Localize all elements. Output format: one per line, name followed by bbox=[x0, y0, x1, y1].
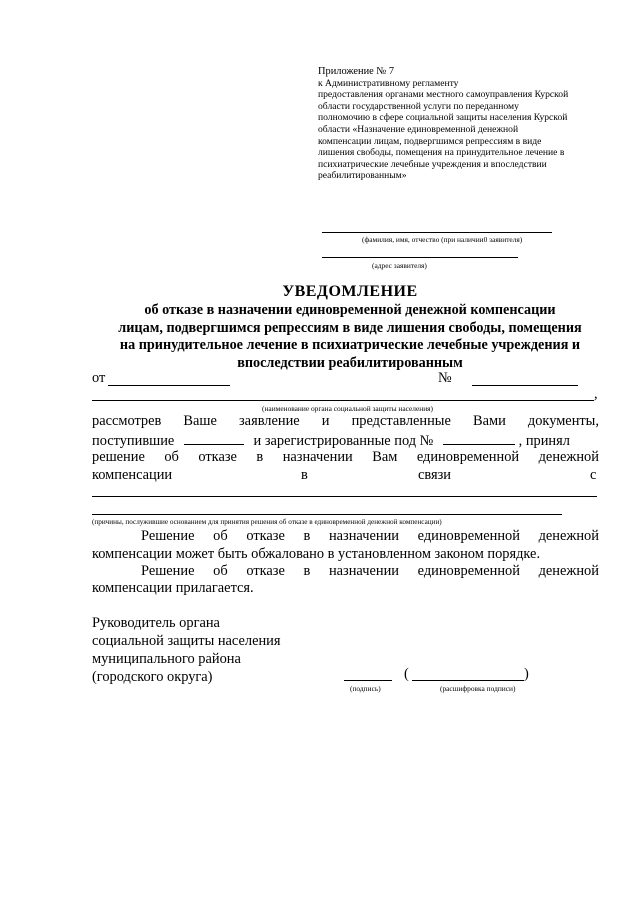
org-name-line[interactable] bbox=[92, 400, 594, 401]
annex-line: к Административному регламенту bbox=[318, 77, 459, 89]
word: Вами bbox=[472, 413, 506, 429]
word: заявление bbox=[239, 413, 300, 429]
annex-title: Приложение № 7 bbox=[318, 66, 395, 77]
signature-decoding-line[interactable] bbox=[412, 680, 524, 681]
signature-title-line: Руководитель органа bbox=[92, 615, 220, 631]
registration-number-field[interactable] bbox=[443, 431, 515, 445]
word: в bbox=[256, 449, 264, 465]
signature-title-line: (городского округа) bbox=[92, 669, 213, 685]
signature-title bbox=[92, 614, 280, 686]
notice-subtitle bbox=[90, 302, 610, 372]
date-field-line[interactable] bbox=[108, 385, 230, 386]
from-label: от bbox=[92, 370, 106, 386]
body-line-1 bbox=[92, 413, 599, 431]
word: в bbox=[303, 528, 311, 544]
word: отказе bbox=[246, 563, 285, 579]
annex-line: психиатрические лечебные учреждения и впоследствии bbox=[318, 158, 547, 170]
word: назначении bbox=[328, 563, 399, 579]
org-line-comma: , bbox=[594, 386, 598, 402]
word: рассмотрев bbox=[92, 413, 162, 429]
word: представленные bbox=[351, 413, 451, 429]
decoding-paren-open: ( bbox=[404, 666, 409, 682]
reasons-caption: (причины, послужившие основанием для принятия решения об отказе в единовременной денежной компенсации) bbox=[92, 518, 442, 526]
word: компенсации bbox=[92, 467, 173, 483]
received-date-field[interactable] bbox=[184, 431, 244, 445]
applicant-name-line[interactable] bbox=[322, 232, 552, 233]
word: единовременной bbox=[416, 449, 520, 465]
word: единовременной bbox=[417, 563, 520, 579]
word: решение bbox=[92, 449, 145, 465]
word: отказе bbox=[246, 528, 285, 544]
word: документы, bbox=[527, 413, 599, 429]
annex-line: области государственной услуги по переданному bbox=[318, 100, 519, 112]
word: назначении bbox=[282, 449, 353, 465]
annex-line: компенсации лицам, подвергшимся репрессиям в виде bbox=[318, 135, 542, 147]
signature-caption: (подпись) bbox=[350, 684, 381, 693]
word: назначении bbox=[328, 528, 399, 544]
annex-line: реабилитированным» bbox=[318, 170, 407, 182]
subtitle-line: впоследствии реабилитированным bbox=[237, 354, 463, 371]
applicant-address-line[interactable] bbox=[322, 257, 518, 258]
word: , принял bbox=[518, 433, 570, 449]
appeal-line-2: компенсации может быть обжаловано в установленном законом порядке. bbox=[92, 546, 541, 562]
applicant-address-caption: (адрес заявителя) bbox=[372, 261, 427, 270]
reasons-line-1[interactable] bbox=[92, 496, 597, 497]
appeal-line-1 bbox=[141, 528, 599, 546]
word: денежной bbox=[538, 528, 599, 544]
attach-line-2: компенсации прилагается. bbox=[92, 580, 254, 596]
org-caption: (наименование органа социальной защиты населения) bbox=[262, 404, 434, 413]
word: отказе bbox=[198, 449, 237, 465]
annex-line: лишения свободы, помещения на принудительное лечение в bbox=[318, 147, 565, 159]
applicant-name-caption: (фамилия, имя, отчество (при наличии0 заявителя) bbox=[362, 235, 523, 244]
annex-line: области «Назначение единовременной денежной bbox=[318, 123, 519, 135]
word: Решение bbox=[141, 563, 195, 579]
annex-line: полномочию в сфере социальной защиты населения Курской bbox=[318, 112, 568, 124]
subtitle-line: на принудительное лечение в психиатрические лечебные учреждения и bbox=[119, 337, 581, 354]
word: в bbox=[303, 563, 311, 579]
signature-title-line: социальной защиты населения bbox=[92, 633, 281, 649]
number-label: № bbox=[438, 370, 452, 386]
signature-line[interactable] bbox=[344, 680, 392, 681]
decoding-caption: (расшифровка подписи) bbox=[440, 684, 516, 693]
word: об bbox=[164, 449, 179, 465]
notice-title: УВЕДОМЛЕНИЕ bbox=[282, 283, 418, 300]
word: Вам bbox=[372, 449, 398, 465]
word: денежной bbox=[538, 563, 599, 579]
subtitle-line: об отказе в назначении единовременной денежной компенсации bbox=[144, 302, 556, 318]
word: и bbox=[321, 413, 330, 429]
annex-line: предоставления органами местного самоуправления Курской bbox=[318, 89, 569, 101]
body-line-3 bbox=[92, 449, 599, 467]
word: с bbox=[590, 467, 597, 483]
word: об bbox=[213, 563, 228, 579]
word: в bbox=[301, 467, 308, 483]
body-line-2 bbox=[92, 431, 599, 451]
word: поступившие bbox=[92, 433, 175, 449]
word: денежной bbox=[538, 449, 599, 465]
subtitle-line: лицам, подвергшимся репрессиям в виде лишения свободы, помещения bbox=[118, 319, 582, 336]
word: Ваше bbox=[183, 413, 217, 429]
annex-block bbox=[318, 66, 614, 182]
word: связи bbox=[418, 467, 451, 483]
registered-label: и зарегистрированные под № bbox=[253, 433, 434, 449]
word: Решение bbox=[141, 528, 195, 544]
decoding-paren-close: ) bbox=[524, 666, 529, 682]
reasons-line-2[interactable] bbox=[92, 514, 562, 515]
word: об bbox=[213, 528, 228, 544]
attach-line-1 bbox=[141, 563, 599, 581]
signature-title-line: муниципального района bbox=[92, 651, 241, 667]
word: единовременной bbox=[417, 528, 520, 544]
number-field-line[interactable] bbox=[472, 385, 578, 386]
